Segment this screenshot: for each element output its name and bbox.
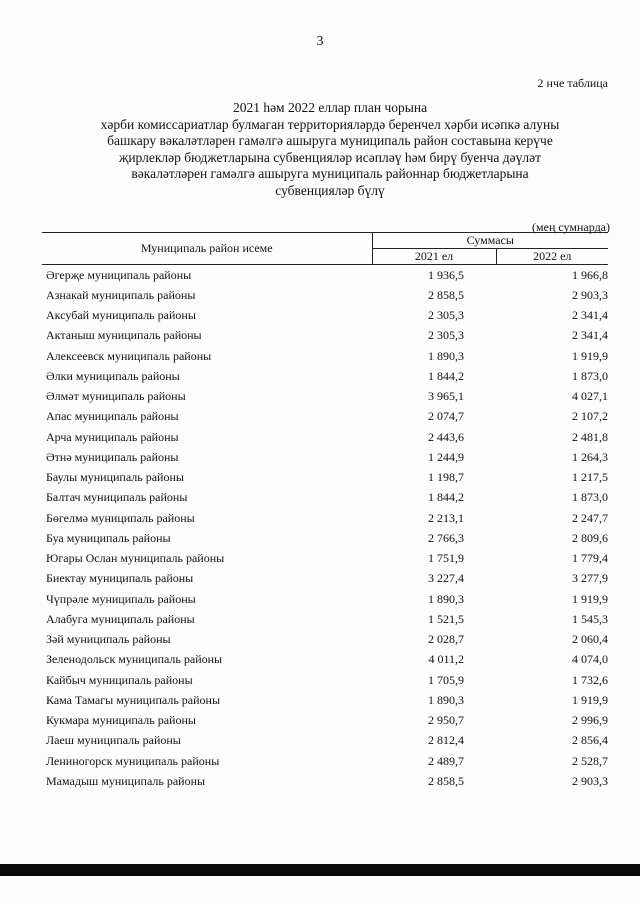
district-name-cell: Әтнә муниципаль районы [46,449,179,464]
table-row [42,468,608,488]
sum-2021-cell: 2 766,3 [428,530,464,545]
district-name-cell: Әгерҗе муниципаль районы [46,267,192,282]
district-name-cell: Арча муниципаль районы [46,429,179,444]
district-name-cell: Зәй муниципаль районы [46,632,171,647]
table-row [42,447,608,467]
sum-2022-cell: 1 873,0 [572,490,608,505]
table-label: 2 нче таблица [537,76,608,90]
table-row [42,366,608,386]
district-name-cell: Алабуга муниципаль районы [46,611,195,626]
sum-2022-cell: 4 074,0 [572,652,608,667]
table-row [42,285,608,305]
sum-2022-cell: 4 027,1 [572,389,608,404]
column-header-sum: Суммасы [372,233,608,249]
table-row [42,751,608,771]
district-name-cell: Зеленодольск муниципаль районы [46,652,223,667]
sum-2021-cell: 1 198,7 [428,470,464,485]
table-row [42,265,608,286]
sum-2021-cell: 2 305,3 [428,328,464,343]
district-name-cell: Чүпрәле муниципаль районы [46,591,196,606]
sum-2021-cell: 2 213,1 [428,510,464,525]
document-heading [60,100,600,199]
heading-line: җирлекләр бюджетларына субвенцияләр исәпләү һәм бирү буенча дәүләт [119,149,541,165]
district-name-cell: Лениногорск муниципаль районы [46,753,220,768]
table-row [42,346,608,366]
sum-2021-cell: 2 489,7 [428,753,464,768]
sum-2022-cell: 2 809,6 [572,530,608,545]
sum-2021-cell: 1 521,5 [428,611,464,626]
sum-2021-cell: 1 751,9 [428,551,464,566]
district-name-cell: Азнакай муниципаль районы [46,287,196,302]
table-row [42,630,608,650]
sum-2021-cell: 3 965,1 [428,389,464,404]
scan-edge-bar [0,864,640,876]
sum-2021-cell: 1 244,9 [428,449,464,464]
sum-2022-cell: 1 264,3 [572,449,608,464]
sum-2022-cell: 2 341,4 [572,328,608,343]
district-name-cell: Биектау муниципаль районы [46,571,194,586]
table-row [42,549,608,569]
sum-2021-cell: 2 858,5 [428,773,464,788]
sum-2021-cell: 1 890,3 [428,348,464,363]
sum-2022-cell: 2 856,4 [572,733,608,748]
district-name-cell: Аксубай муниципаль районы [46,308,196,323]
district-name-cell: Апас муниципаль районы [46,409,179,424]
sum-2021-cell: 2 028,7 [428,632,464,647]
sum-2021-cell: 2 443,6 [428,429,464,444]
heading-line: субвенцияләр бүлү [275,182,385,198]
table-row [42,589,608,609]
sum-2022-cell: 2 107,2 [572,409,608,424]
district-name-cell: Кама Тамагы муниципаль районы [46,692,221,707]
table-row [42,690,608,710]
units-note: (мең сумнарда) [532,220,610,234]
sum-2022-cell: 2 903,3 [572,287,608,302]
sum-2022-cell: 1 779,4 [572,551,608,566]
column-header-name: Муниципаль район исеме [42,233,372,265]
district-name-cell: Актаныш муниципаль районы [46,328,202,343]
sum-2021-cell: 2 074,7 [428,409,464,424]
sum-2022-cell: 2 903,3 [572,773,608,788]
sum-2021-cell: 1 844,2 [428,490,464,505]
sum-2022-cell: 1 919,9 [572,591,608,606]
table-body [42,265,608,792]
sum-2021-cell: 1 890,3 [428,692,464,707]
sum-2021-cell: 2 858,5 [428,287,464,302]
sum-2021-cell: 1 890,3 [428,591,464,606]
district-name-cell: Лаеш муниципаль районы [46,733,181,748]
sum-2022-cell: 1 732,6 [572,672,608,687]
sum-2021-cell: 2 812,4 [428,733,464,748]
sum-2022-cell: 1 873,0 [572,368,608,383]
district-name-cell: Мамадыш муниципаль районы [46,773,206,788]
district-name-cell: Кайбыч муниципаль районы [46,672,193,687]
heading-line: вәкаләтләрен гамәлгә ашыруга муниципаль районнар бюджетларына [131,166,529,181]
district-name-cell: Кукмара муниципаль районы [46,713,196,728]
heading-line: хәрби комиссариатлар булмаган территорияләрдә беренчел хәрби исәпкә алуны [100,116,560,132]
district-name-cell: Югары Ослан муниципаль районы [46,551,225,566]
district-name-cell: Әлмәт муниципаль районы [46,389,186,404]
table-row [42,670,608,690]
sum-2022-cell: 2 247,7 [572,510,608,525]
sum-2021-cell: 4 011,2 [428,652,464,667]
sum-2022-cell: 1 919,9 [572,692,608,707]
district-name-cell: Балтач муниципаль районы [46,490,188,505]
column-header-2021: 2021 ел [372,249,496,265]
district-name-cell: Буа муниципаль районы [46,530,171,545]
table-row [42,609,608,629]
sum-2022-cell: 1 919,9 [572,348,608,363]
sum-2022-cell: 2 341,4 [572,308,608,323]
district-name-cell: Әлки муниципаль районы [46,368,180,383]
table-row [42,650,608,670]
heading-line: 2021 һәм 2022 еллар план чорына [232,100,428,115]
district-name-cell: Баулы муниципаль районы [46,470,184,485]
table-row [42,306,608,326]
table-row [42,528,608,548]
sum-2022-cell: 2 528,7 [572,753,608,768]
column-header-2022: 2022 ел [496,249,608,265]
sum-2022-cell: 1 966,8 [572,267,608,282]
sum-2021-cell: 3 227,4 [428,571,464,586]
sum-2021-cell: 1 705,9 [428,672,464,687]
subvention-table [42,232,608,792]
table-row [42,569,608,589]
district-name-cell: Алексеевск муниципаль районы [46,348,212,363]
sum-2022-cell: 1 217,5 [572,470,608,485]
table-row [42,387,608,407]
table-row [42,771,608,791]
heading-line: башкару вәкаләтләрен гамәлгә ашыруга муниципаль район составына керүче [107,133,553,148]
sum-2022-cell: 3 277,9 [572,571,608,586]
table-row [42,407,608,427]
sum-2021-cell: 1 936,5 [428,267,464,282]
page-number: 3 [316,34,324,49]
sum-2022-cell: 2 996,9 [572,713,608,728]
sum-2022-cell: 2 060,4 [572,632,608,647]
table-row [42,508,608,528]
district-name-cell: Бөгелмә муниципаль районы [46,510,195,525]
sum-2021-cell: 2 950,7 [428,713,464,728]
table-row [42,711,608,731]
table-row [42,326,608,346]
table-row [42,731,608,751]
sum-2022-cell: 2 481,8 [572,429,608,444]
table-row [42,427,608,447]
sum-2021-cell: 2 305,3 [428,308,464,323]
table-row [42,488,608,508]
sum-2021-cell: 1 844,2 [428,368,464,383]
sum-2022-cell: 1 545,3 [572,611,608,626]
